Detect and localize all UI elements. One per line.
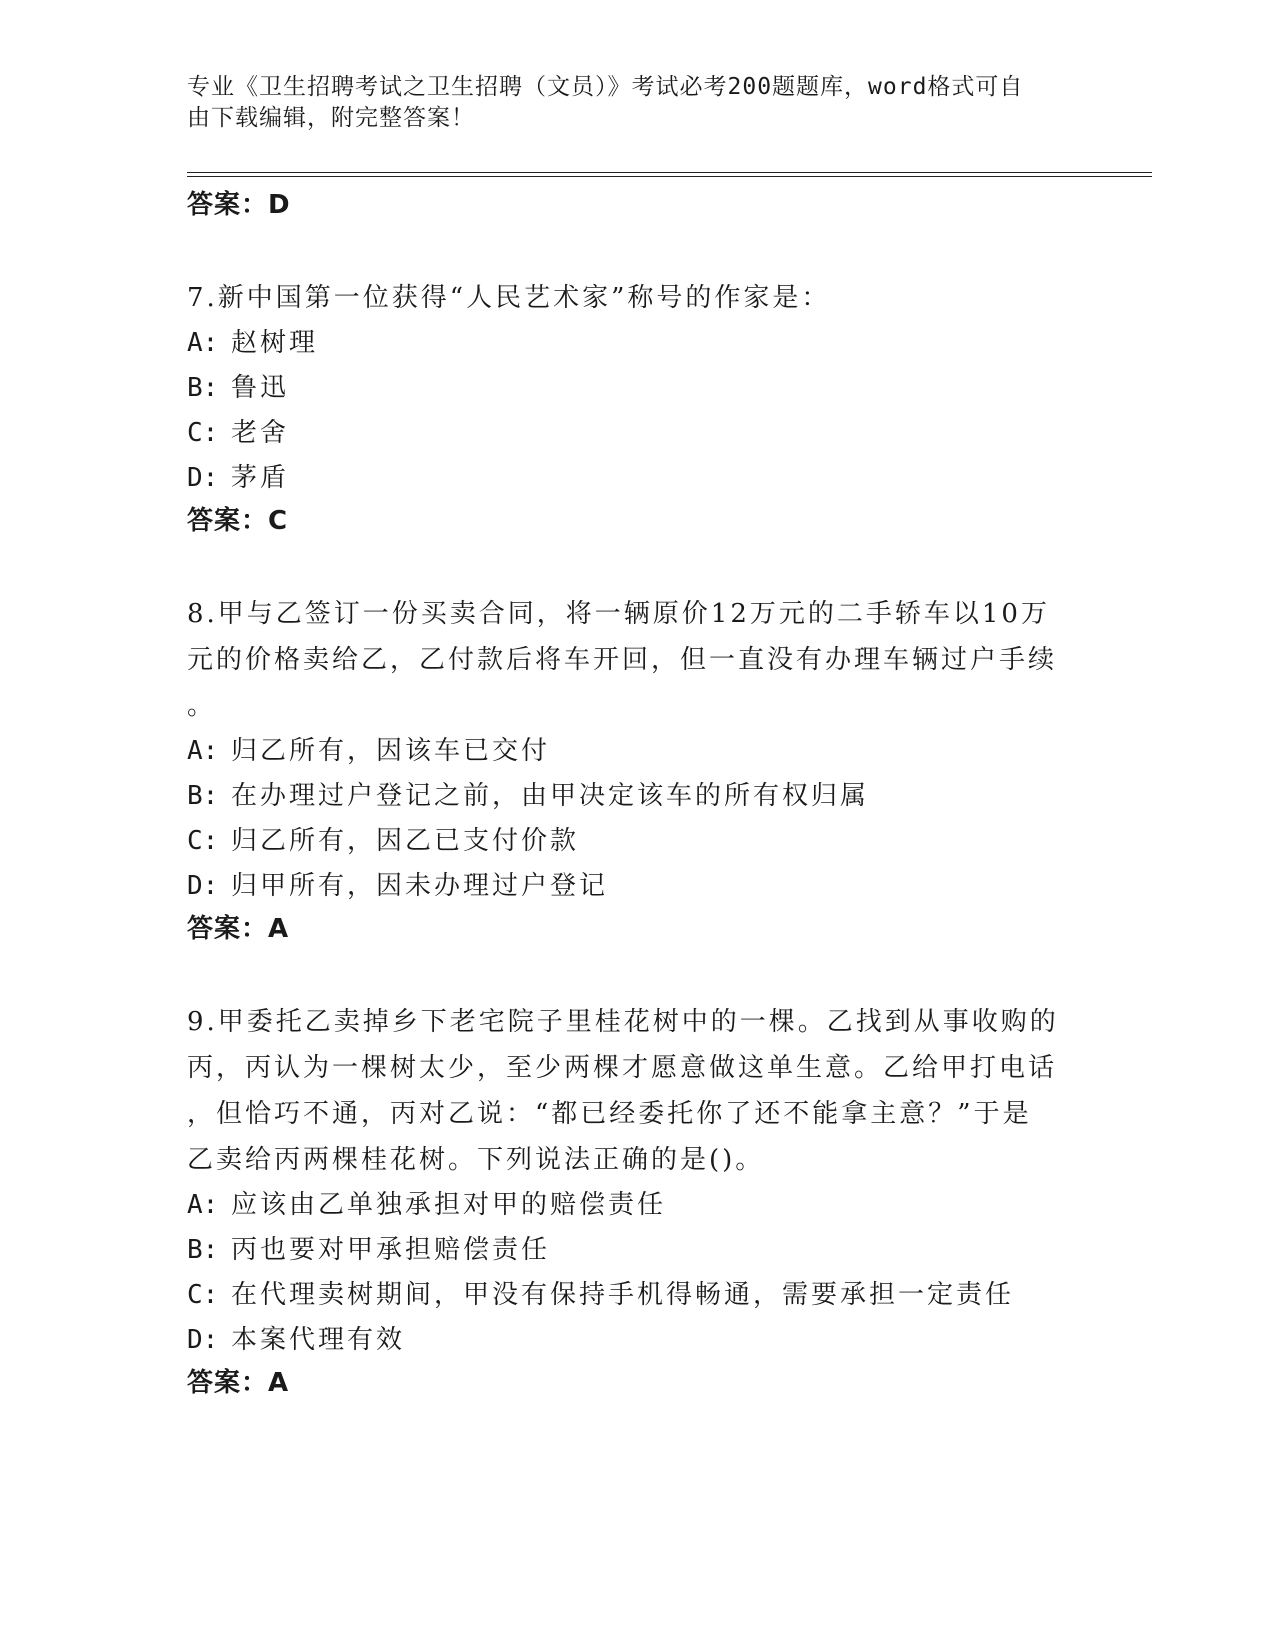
option-key: A: <box>187 736 219 766</box>
question-7 <box>187 275 1067 541</box>
question-text-line: 9.甲委托乙卖掉乡下老宅院子里桂花树中的一棵。乙找到从事收购的 <box>187 1007 1059 1037</box>
option-c <box>187 1273 1067 1318</box>
answer-line: 答案：A <box>187 914 290 944</box>
option-key: C: <box>187 1280 219 1310</box>
option-d <box>187 864 1067 909</box>
header-rule-top <box>187 172 1152 173</box>
header-line-1: 专业《卫生招聘考试之卫生招聘（文员）》考试必考200题题库，word格式可自 <box>187 74 1024 100</box>
option-text: 归乙所有，因该车已交付 <box>231 736 551 766</box>
option-d <box>187 1318 1067 1363</box>
question-text: 7.新中国第一位获得“人民艺术家”称号的作家是： <box>187 283 831 313</box>
option-a <box>187 321 1067 366</box>
option-key: B: <box>187 1235 219 1265</box>
answer-line: 答案：D <box>187 190 291 220</box>
option-key: B: <box>187 781 219 811</box>
option-text: 归乙所有，因乙已支付价款 <box>231 826 580 856</box>
question-text-line: 元的价格卖给乙，乙付款后将车开回，但一直没有办理车辆过户手续 <box>187 645 1058 675</box>
option-c <box>187 411 1067 456</box>
option-text: 鲁迅 <box>231 373 290 403</box>
option-text: 老舍 <box>231 418 290 448</box>
header-rule-bottom <box>187 176 1152 177</box>
option-text: 在办理过户登记之前，由甲决定该车的所有权归属 <box>231 781 870 811</box>
question-8 <box>187 591 1067 949</box>
question-9 <box>187 999 1067 1403</box>
option-b <box>187 366 1067 411</box>
answer-line: 答案：A <box>187 1368 290 1398</box>
option-text: 应该由乙单独承担对甲的赔偿责任 <box>231 1190 667 1220</box>
question-text-line: 8.甲与乙签订一份买卖合同，将一辆原价12万元的二手轿车以10万 <box>187 599 1050 629</box>
header-line-2: 由下载编辑，附完整答案！ <box>187 105 475 131</box>
document-header <box>187 72 1067 134</box>
option-text: 归甲所有，因未办理过户登记 <box>231 871 609 901</box>
option-c <box>187 819 1067 864</box>
option-text: 丙也要对甲承担赔偿责任 <box>231 1235 551 1265</box>
question-text-line: 。 <box>187 691 217 721</box>
option-key: B: <box>187 373 219 403</box>
option-b <box>187 1228 1067 1273</box>
option-key: C: <box>187 826 219 856</box>
option-key: D: <box>187 871 219 901</box>
question-text-line: ，但恰巧不通，丙对乙说：“都已经委托你了还不能拿主意？”于是 <box>187 1099 1032 1129</box>
option-text: 赵树理 <box>231 328 319 358</box>
option-a <box>187 729 1067 774</box>
option-key: C: <box>187 418 219 448</box>
option-a <box>187 1183 1067 1228</box>
option-b <box>187 774 1067 819</box>
option-key: A: <box>187 1190 219 1220</box>
answer-line: 答案：C <box>187 506 289 536</box>
option-text: 本案代理有效 <box>231 1325 406 1355</box>
option-key: D: <box>187 463 219 493</box>
option-key: D: <box>187 1325 219 1355</box>
question-text-line: 丙，丙认为一棵树太少，至少两棵才愿意做这单生意。乙给甲打电话 <box>187 1053 1058 1083</box>
question-list <box>187 185 1067 1403</box>
question-text-line: 乙卖给丙两棵桂花树。下列说法正确的是()。 <box>187 1145 765 1175</box>
option-text: 茅盾 <box>231 463 290 493</box>
option-text: 在代理卖树期间，甲没有保持手机得畅通，需要承担一定责任 <box>231 1280 1015 1310</box>
option-d <box>187 456 1067 501</box>
option-key: A: <box>187 328 219 358</box>
